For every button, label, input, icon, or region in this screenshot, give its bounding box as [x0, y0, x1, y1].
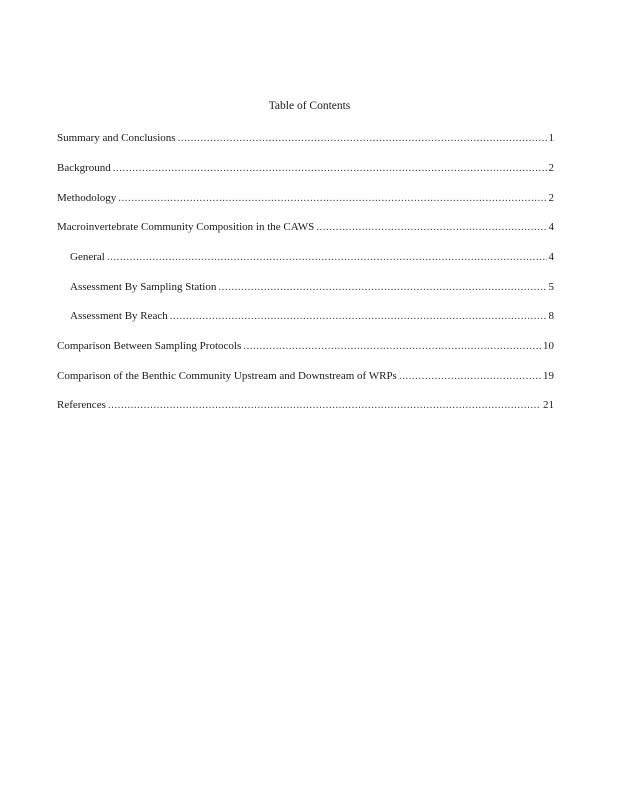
- toc-entry-assessment-by-station: [70, 280, 554, 294]
- toc-dot-leader: [170, 309, 547, 323]
- toc-entry-label: Summary and Conclusions: [57, 132, 176, 144]
- toc-entry-label: Methodology: [57, 192, 117, 204]
- toc-dot-leader: [218, 280, 546, 294]
- toc-entry-upstream-downstream: [57, 369, 554, 383]
- toc-entry-label: Comparison Between Sampling Protocols: [57, 340, 242, 352]
- toc-entry-page: 5: [548, 281, 554, 293]
- toc-dot-leader: [107, 250, 547, 264]
- toc-dot-leader: [316, 220, 546, 234]
- toc-dot-leader: [178, 131, 547, 145]
- toc-entry-references: [57, 398, 554, 412]
- toc-entry-label: Assessment By Reach: [70, 310, 168, 322]
- toc-entry-label: General: [70, 251, 105, 263]
- toc-entry-macroinvertebrate-composition: [57, 220, 554, 234]
- toc-entry-page: 1: [548, 132, 554, 144]
- toc-entry-page: 2: [548, 162, 554, 174]
- toc-dot-leader: [113, 161, 547, 175]
- toc-title: Table of Contents: [268, 100, 351, 112]
- toc-entry-page: 2: [548, 192, 554, 204]
- toc-dot-leader: [243, 339, 541, 353]
- toc-dot-leader: [108, 398, 541, 412]
- toc-entry-assessment-by-reach: [70, 309, 554, 323]
- toc-entry-background: [57, 161, 554, 175]
- toc-entry-sampling-protocols: [57, 339, 554, 353]
- toc-entry-page: 4: [548, 251, 554, 263]
- toc-entry-label: Assessment By Sampling Station: [70, 281, 217, 293]
- toc-entry-page: 19: [543, 370, 554, 382]
- toc-entry-label: Background: [57, 162, 111, 174]
- toc-entry-page: 21: [543, 399, 554, 411]
- toc-dot-leader: [118, 191, 546, 205]
- toc-entry-page: 4: [548, 221, 554, 233]
- toc-entry-page: 8: [548, 310, 554, 322]
- toc-entry-summary: [57, 131, 554, 145]
- toc-entry-label: References: [57, 399, 106, 411]
- toc-entry-label: Comparison of the Benthic Community Upstream and Downstream of WRPs: [57, 370, 397, 382]
- toc-entry-label: Macroinvertebrate Community Composition in the CAWS: [57, 221, 315, 233]
- toc-entry-page: 10: [543, 340, 554, 352]
- toc-entry-methodology: [57, 191, 554, 205]
- toc-dot-leader: [399, 369, 541, 383]
- toc-entry-general: [70, 250, 554, 264]
